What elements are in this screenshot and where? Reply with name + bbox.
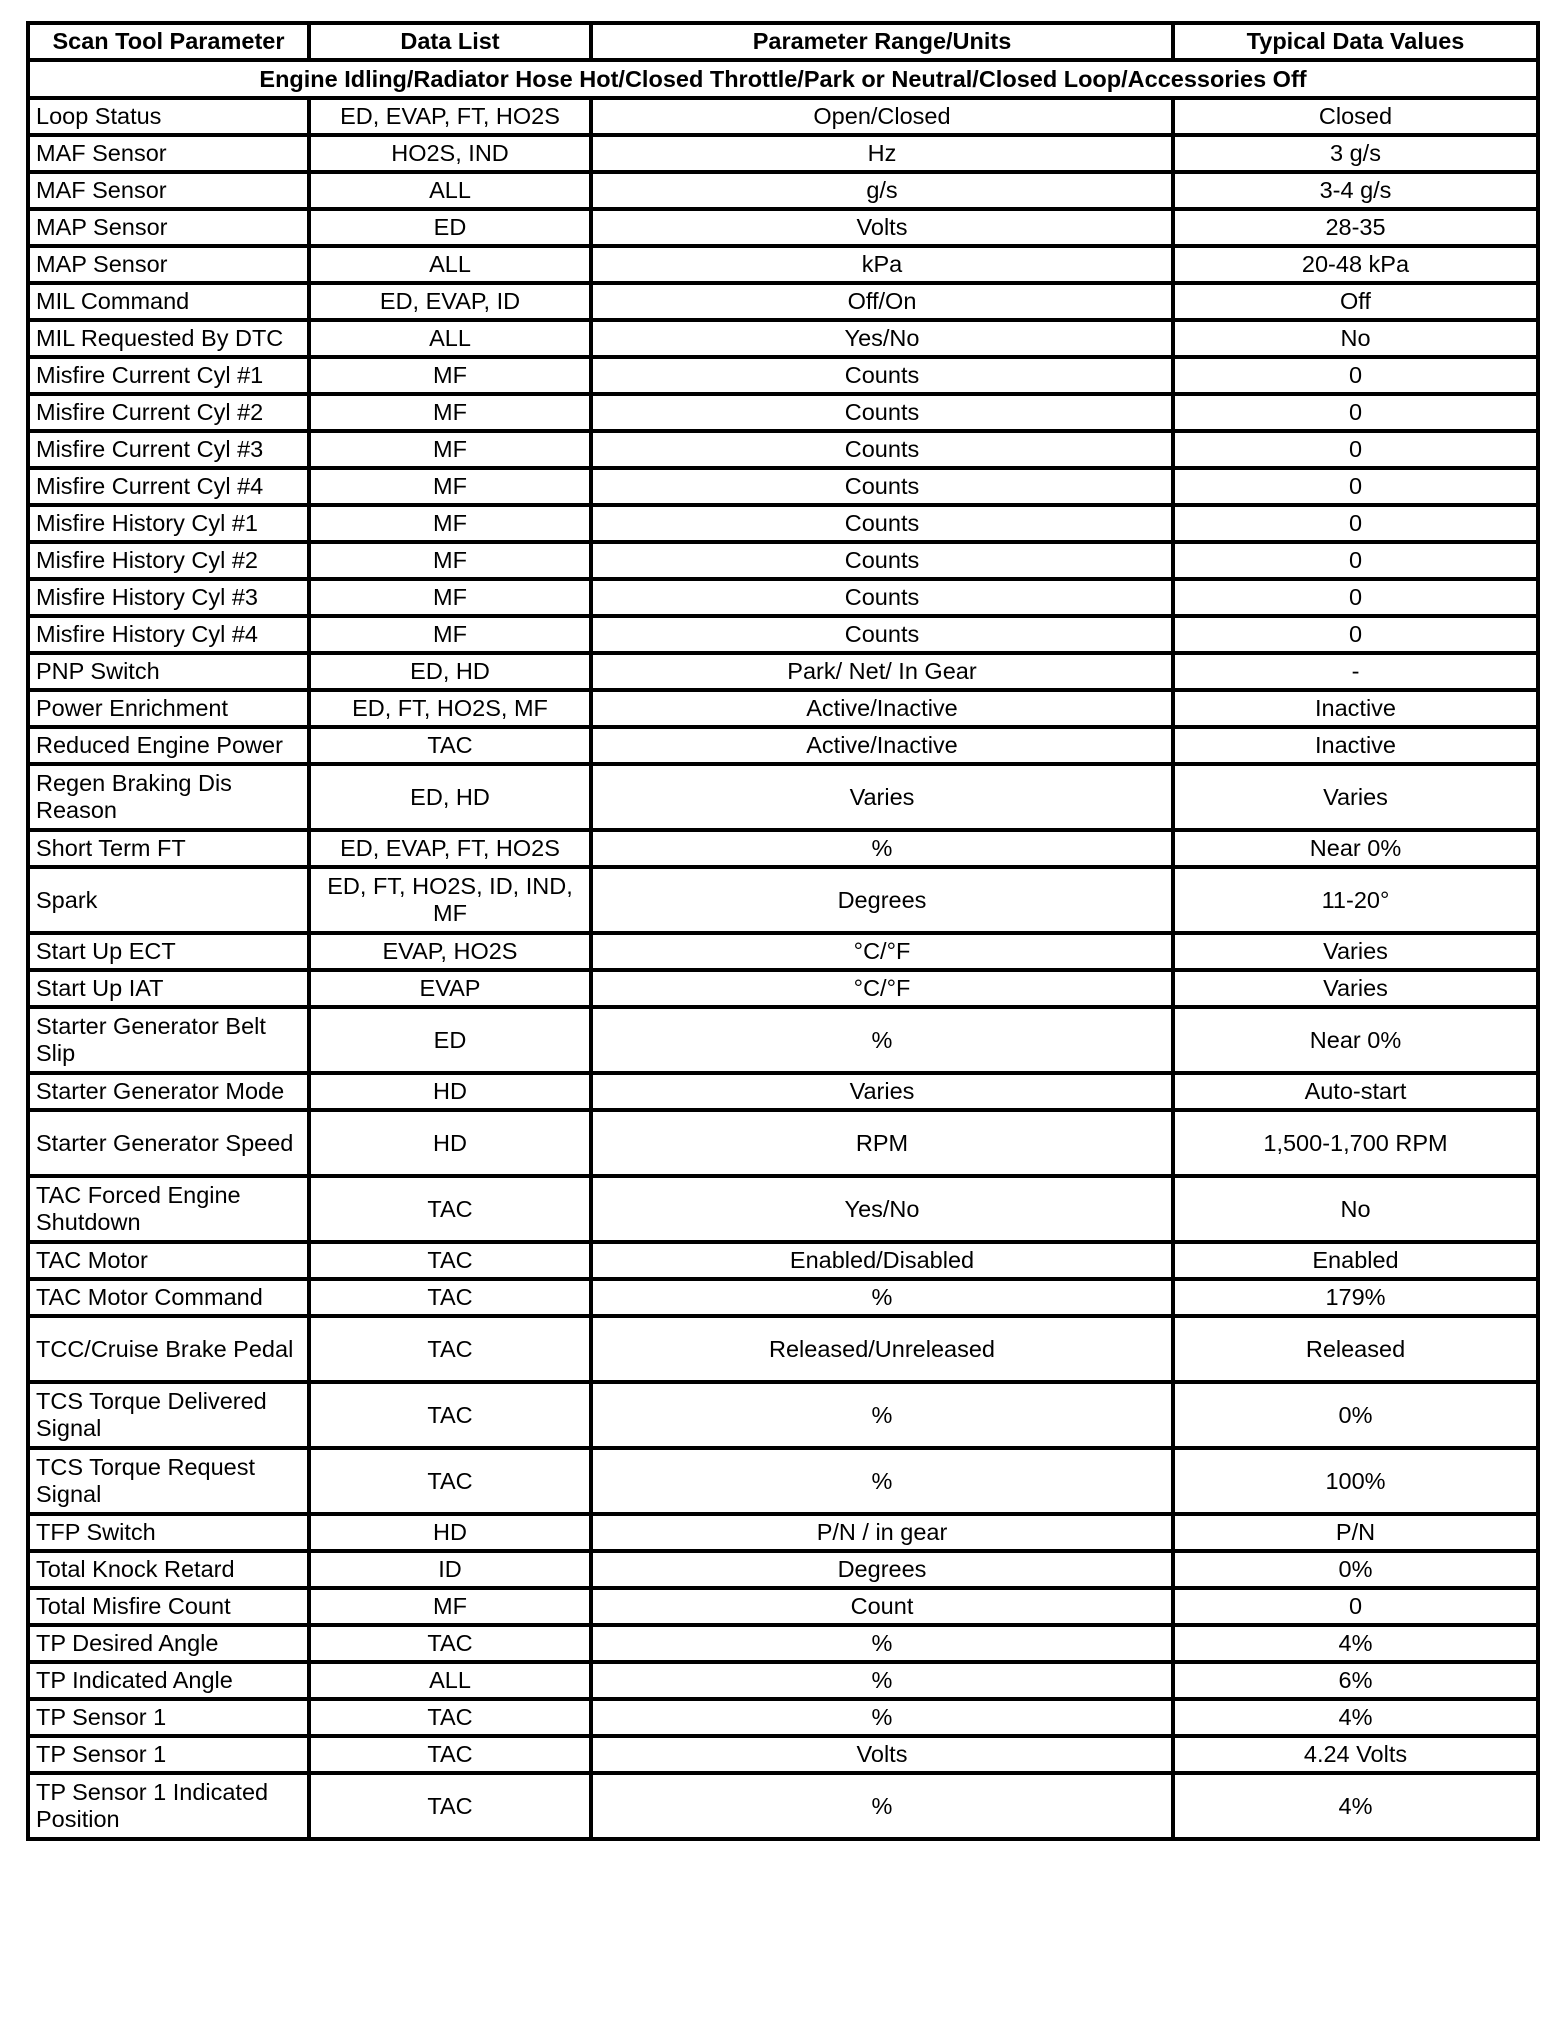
cell-data-list: TAC bbox=[309, 1279, 591, 1316]
cell-data-list: TAC bbox=[309, 1176, 591, 1242]
cell-data-list: TAC bbox=[309, 1699, 591, 1736]
table-row bbox=[28, 579, 1538, 616]
table-row bbox=[28, 764, 1538, 830]
table-row bbox=[28, 394, 1538, 431]
cell-data-list: TAC bbox=[309, 1242, 591, 1279]
cell-parameter: Loop Status bbox=[28, 98, 309, 135]
cell-typical-value: 0 bbox=[1173, 616, 1538, 653]
table-row bbox=[28, 830, 1538, 867]
cell-parameter-range: Volts bbox=[591, 1736, 1173, 1773]
cell-parameter: MAF Sensor bbox=[28, 172, 309, 209]
cell-typical-value: - bbox=[1173, 653, 1538, 690]
table-row bbox=[28, 616, 1538, 653]
cell-parameter-range: % bbox=[591, 1662, 1173, 1699]
cell-parameter: TP Sensor 1 bbox=[28, 1699, 309, 1736]
cell-parameter-range: % bbox=[591, 1448, 1173, 1514]
header-scan-tool-parameter: Scan Tool Parameter bbox=[28, 23, 309, 60]
cell-data-list: MF bbox=[309, 468, 591, 505]
cell-typical-value: 3-4 g/s bbox=[1173, 172, 1538, 209]
table-row bbox=[28, 1279, 1538, 1316]
cell-parameter: TP Desired Angle bbox=[28, 1625, 309, 1662]
cell-typical-value: Varies bbox=[1173, 933, 1538, 970]
cell-data-list: ALL bbox=[309, 172, 591, 209]
cell-parameter-range: Counts bbox=[591, 616, 1173, 653]
table-row bbox=[28, 1110, 1538, 1176]
table-row bbox=[28, 320, 1538, 357]
cell-parameter-range: RPM bbox=[591, 1110, 1173, 1176]
table-row bbox=[28, 172, 1538, 209]
cell-parameter: MIL Command bbox=[28, 283, 309, 320]
cell-data-list: ALL bbox=[309, 246, 591, 283]
cell-typical-value: 6% bbox=[1173, 1662, 1538, 1699]
table-row bbox=[28, 98, 1538, 135]
cell-typical-value: 0% bbox=[1173, 1382, 1538, 1448]
cell-data-list: ALL bbox=[309, 1662, 591, 1699]
cell-typical-value: 4.24 Volts bbox=[1173, 1736, 1538, 1773]
cell-typical-value: Near 0% bbox=[1173, 830, 1538, 867]
cell-parameter-range: Degrees bbox=[591, 1551, 1173, 1588]
table-row bbox=[28, 1551, 1538, 1588]
cell-parameter-range: % bbox=[591, 1382, 1173, 1448]
cell-parameter-range: % bbox=[591, 1007, 1173, 1073]
cell-parameter-range: Volts bbox=[591, 209, 1173, 246]
cell-parameter-range: Enabled/Disabled bbox=[591, 1242, 1173, 1279]
cell-data-list: ED, EVAP, FT, HO2S bbox=[309, 98, 591, 135]
table-row bbox=[28, 933, 1538, 970]
cell-parameter-range: % bbox=[591, 1699, 1173, 1736]
cell-parameter: Starter Generator Mode bbox=[28, 1073, 309, 1110]
cell-parameter-range: Count bbox=[591, 1588, 1173, 1625]
operating-condition: Engine Idling/Radiator Hose Hot/Closed Throttle/Park or Neutral/Closed Loop/Accessories Off bbox=[28, 60, 1538, 98]
cell-parameter: Starter Generator Belt Slip bbox=[28, 1007, 309, 1073]
cell-parameter-range: °C/°F bbox=[591, 933, 1173, 970]
cell-typical-value: Released bbox=[1173, 1316, 1538, 1382]
cell-data-list: ALL bbox=[309, 320, 591, 357]
table-row bbox=[28, 283, 1538, 320]
cell-parameter-range: % bbox=[591, 1279, 1173, 1316]
cell-data-list: ID bbox=[309, 1551, 591, 1588]
table-row bbox=[28, 970, 1538, 1007]
cell-typical-value: Inactive bbox=[1173, 727, 1538, 764]
cell-typical-value: 1,500-1,700 RPM bbox=[1173, 1110, 1538, 1176]
cell-parameter-range: P/N / in gear bbox=[591, 1514, 1173, 1551]
cell-parameter-range: Varies bbox=[591, 764, 1173, 830]
cell-parameter: Spark bbox=[28, 867, 309, 933]
cell-data-list: TAC bbox=[309, 1316, 591, 1382]
cell-parameter: Start Up IAT bbox=[28, 970, 309, 1007]
table-row bbox=[28, 653, 1538, 690]
cell-data-list: ED, FT, HO2S, MF bbox=[309, 690, 591, 727]
table-row bbox=[28, 542, 1538, 579]
cell-parameter: TCS Torque Request Signal bbox=[28, 1448, 309, 1514]
cell-typical-value: P/N bbox=[1173, 1514, 1538, 1551]
cell-data-list: MF bbox=[309, 394, 591, 431]
cell-typical-value: 20-48 kPa bbox=[1173, 246, 1538, 283]
cell-parameter: TAC Motor bbox=[28, 1242, 309, 1279]
cell-typical-value: No bbox=[1173, 320, 1538, 357]
cell-parameter: Misfire Current Cyl #4 bbox=[28, 468, 309, 505]
cell-typical-value: Auto-start bbox=[1173, 1073, 1538, 1110]
table-row bbox=[28, 727, 1538, 764]
cell-parameter-range: Yes/No bbox=[591, 320, 1173, 357]
cell-typical-value: Enabled bbox=[1173, 1242, 1538, 1279]
cell-data-list: HO2S, IND bbox=[309, 135, 591, 172]
cell-data-list: MF bbox=[309, 1588, 591, 1625]
table-row bbox=[28, 1448, 1538, 1514]
table-row bbox=[28, 1588, 1538, 1625]
cell-parameter: Misfire History Cyl #4 bbox=[28, 616, 309, 653]
cell-typical-value: Near 0% bbox=[1173, 1007, 1538, 1073]
cell-parameter-range: Degrees bbox=[591, 867, 1173, 933]
cell-parameter: Misfire Current Cyl #3 bbox=[28, 431, 309, 468]
cell-parameter: Misfire Current Cyl #1 bbox=[28, 357, 309, 394]
cell-parameter: Total Knock Retard bbox=[28, 1551, 309, 1588]
table-row bbox=[28, 690, 1538, 727]
cell-typical-value: Inactive bbox=[1173, 690, 1538, 727]
table-row bbox=[28, 1007, 1538, 1073]
table-row bbox=[28, 1242, 1538, 1279]
cell-typical-value: 0 bbox=[1173, 505, 1538, 542]
cell-typical-value: 28-35 bbox=[1173, 209, 1538, 246]
cell-parameter-range: Counts bbox=[591, 431, 1173, 468]
cell-parameter-range: Yes/No bbox=[591, 1176, 1173, 1242]
cell-data-list: TAC bbox=[309, 727, 591, 764]
table-row bbox=[28, 209, 1538, 246]
cell-parameter-range: Counts bbox=[591, 579, 1173, 616]
cell-parameter-range: kPa bbox=[591, 246, 1173, 283]
cell-parameter-range: % bbox=[591, 1773, 1173, 1839]
cell-data-list: MF bbox=[309, 357, 591, 394]
cell-typical-value: Closed bbox=[1173, 98, 1538, 135]
cell-parameter-range: Active/Inactive bbox=[591, 690, 1173, 727]
table-header bbox=[28, 23, 1538, 60]
cell-typical-value: 4% bbox=[1173, 1699, 1538, 1736]
table-row bbox=[28, 1773, 1538, 1839]
cell-data-list: MF bbox=[309, 616, 591, 653]
cell-data-list: TAC bbox=[309, 1625, 591, 1662]
cell-data-list: ED, EVAP, ID bbox=[309, 283, 591, 320]
cell-typical-value: 0 bbox=[1173, 394, 1538, 431]
cell-parameter-range: Counts bbox=[591, 505, 1173, 542]
cell-typical-value: 0 bbox=[1173, 1588, 1538, 1625]
cell-data-list: TAC bbox=[309, 1382, 591, 1448]
cell-parameter: TP Indicated Angle bbox=[28, 1662, 309, 1699]
cell-typical-value: 100% bbox=[1173, 1448, 1538, 1514]
cell-parameter: Power Enrichment bbox=[28, 690, 309, 727]
cell-parameter-range: g/s bbox=[591, 172, 1173, 209]
table-row bbox=[28, 1662, 1538, 1699]
cell-parameter-range: °C/°F bbox=[591, 970, 1173, 1007]
cell-typical-value: Varies bbox=[1173, 970, 1538, 1007]
table-row bbox=[28, 1625, 1538, 1662]
cell-parameter: Short Term FT bbox=[28, 830, 309, 867]
cell-parameter: Reduced Engine Power bbox=[28, 727, 309, 764]
cell-data-list: HD bbox=[309, 1110, 591, 1176]
header-row bbox=[28, 23, 1538, 60]
cell-parameter: TAC Motor Command bbox=[28, 1279, 309, 1316]
cell-data-list: ED, FT, HO2S, ID, IND, MF bbox=[309, 867, 591, 933]
cell-typical-value: 0% bbox=[1173, 1551, 1538, 1588]
cell-parameter: Regen Braking Dis Reason bbox=[28, 764, 309, 830]
header-typical-data-values: Typical Data Values bbox=[1173, 23, 1538, 60]
header-data-list: Data List bbox=[309, 23, 591, 60]
table-body bbox=[28, 60, 1538, 1839]
cell-typical-value: 11-20° bbox=[1173, 867, 1538, 933]
cell-parameter: TAC Forced Engine Shutdown bbox=[28, 1176, 309, 1242]
cell-data-list: TAC bbox=[309, 1448, 591, 1514]
cell-typical-value: Off bbox=[1173, 283, 1538, 320]
cell-data-list: MF bbox=[309, 505, 591, 542]
cell-parameter: MIL Requested By DTC bbox=[28, 320, 309, 357]
cell-typical-value: Varies bbox=[1173, 764, 1538, 830]
cell-typical-value: 4% bbox=[1173, 1773, 1538, 1839]
table-row bbox=[28, 468, 1538, 505]
cell-parameter-range: % bbox=[591, 1625, 1173, 1662]
header-parameter-range-units: Parameter Range/Units bbox=[591, 23, 1173, 60]
cell-typical-value: 0 bbox=[1173, 431, 1538, 468]
cell-parameter: PNP Switch bbox=[28, 653, 309, 690]
cell-parameter-range: Off/On bbox=[591, 283, 1173, 320]
table-row bbox=[28, 1382, 1538, 1448]
cell-parameter-range: Park/ Net/ In Gear bbox=[591, 653, 1173, 690]
cell-data-list: ED, EVAP, FT, HO2S bbox=[309, 830, 591, 867]
table-row bbox=[28, 505, 1538, 542]
cell-data-list: MF bbox=[309, 542, 591, 579]
cell-parameter-range: Counts bbox=[591, 468, 1173, 505]
table-row bbox=[28, 135, 1538, 172]
table-row bbox=[28, 1073, 1538, 1110]
cell-parameter: TFP Switch bbox=[28, 1514, 309, 1551]
cell-parameter-range: Open/Closed bbox=[591, 98, 1173, 135]
cell-data-list: EVAP bbox=[309, 970, 591, 1007]
table-row bbox=[28, 1176, 1538, 1242]
table-row bbox=[28, 1699, 1538, 1736]
cell-parameter-range: Counts bbox=[591, 542, 1173, 579]
cell-typical-value: 4% bbox=[1173, 1625, 1538, 1662]
cell-data-list: ED, HD bbox=[309, 764, 591, 830]
cell-parameter-range: Active/Inactive bbox=[591, 727, 1173, 764]
cell-data-list: HD bbox=[309, 1514, 591, 1551]
table-row bbox=[28, 1316, 1538, 1382]
cell-typical-value: 0 bbox=[1173, 579, 1538, 616]
cell-typical-value: 0 bbox=[1173, 357, 1538, 394]
cell-parameter-range: % bbox=[591, 830, 1173, 867]
cell-parameter: TCC/Cruise Brake Pedal bbox=[28, 1316, 309, 1382]
cell-typical-value: No bbox=[1173, 1176, 1538, 1242]
cell-parameter: Starter Generator Speed bbox=[28, 1110, 309, 1176]
scan-tool-data-table bbox=[26, 21, 1540, 1841]
table-row bbox=[28, 1736, 1538, 1773]
cell-parameter: Start Up ECT bbox=[28, 933, 309, 970]
cell-data-list: MF bbox=[309, 431, 591, 468]
cell-data-list: ED bbox=[309, 209, 591, 246]
cell-parameter: Misfire History Cyl #2 bbox=[28, 542, 309, 579]
cell-parameter: TCS Torque Delivered Signal bbox=[28, 1382, 309, 1448]
table-row bbox=[28, 357, 1538, 394]
cell-parameter: TP Sensor 1 bbox=[28, 1736, 309, 1773]
cell-parameter-range: Counts bbox=[591, 357, 1173, 394]
table-row bbox=[28, 1514, 1538, 1551]
cell-parameter: Misfire History Cyl #3 bbox=[28, 579, 309, 616]
cell-parameter: Misfire History Cyl #1 bbox=[28, 505, 309, 542]
table-row bbox=[28, 431, 1538, 468]
cell-data-list: ED bbox=[309, 1007, 591, 1073]
cell-parameter: MAP Sensor bbox=[28, 246, 309, 283]
table-row bbox=[28, 246, 1538, 283]
cell-parameter: MAF Sensor bbox=[28, 135, 309, 172]
cell-parameter-range: Hz bbox=[591, 135, 1173, 172]
cell-data-list: HD bbox=[309, 1073, 591, 1110]
cell-parameter: Total Misfire Count bbox=[28, 1588, 309, 1625]
cell-parameter: TP Sensor 1 Indicated Position bbox=[28, 1773, 309, 1839]
cell-parameter-range: Varies bbox=[591, 1073, 1173, 1110]
cell-typical-value: 0 bbox=[1173, 468, 1538, 505]
cell-typical-value: 179% bbox=[1173, 1279, 1538, 1316]
cell-parameter: MAP Sensor bbox=[28, 209, 309, 246]
cell-typical-value: 3 g/s bbox=[1173, 135, 1538, 172]
operating-condition-row bbox=[28, 60, 1538, 98]
cell-data-list: EVAP, HO2S bbox=[309, 933, 591, 970]
cell-parameter: Misfire Current Cyl #2 bbox=[28, 394, 309, 431]
cell-data-list: MF bbox=[309, 579, 591, 616]
cell-data-list: ED, HD bbox=[309, 653, 591, 690]
table-row bbox=[28, 867, 1538, 933]
cell-typical-value: 0 bbox=[1173, 542, 1538, 579]
cell-data-list: TAC bbox=[309, 1773, 591, 1839]
cell-parameter-range: Released/Unreleased bbox=[591, 1316, 1173, 1382]
cell-data-list: TAC bbox=[309, 1736, 591, 1773]
cell-parameter-range: Counts bbox=[591, 394, 1173, 431]
